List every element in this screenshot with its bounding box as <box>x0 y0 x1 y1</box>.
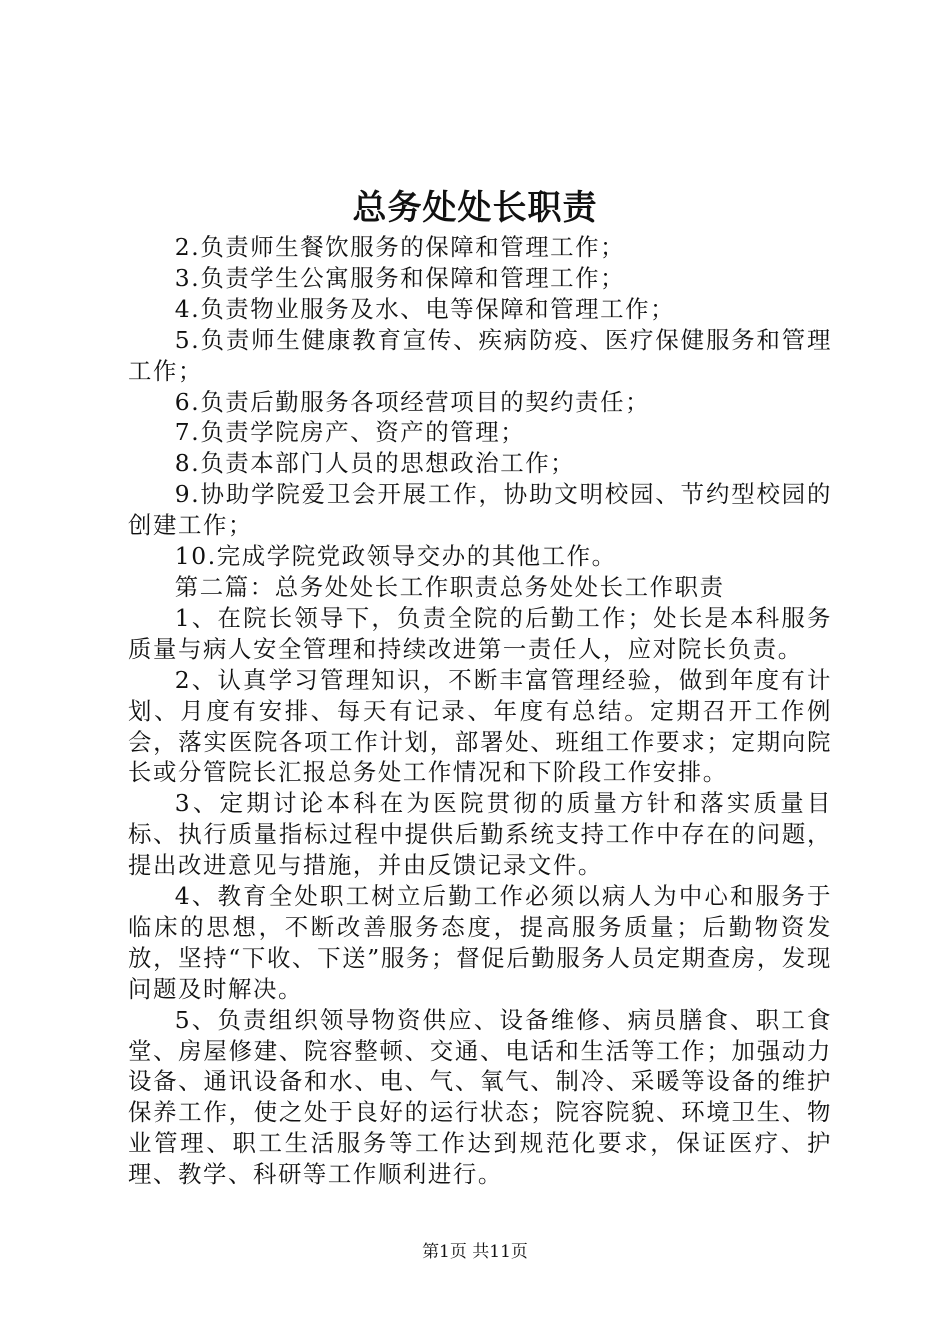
paragraph: 8.负责本部门人员的思想政治工作； <box>174 449 576 478</box>
paragraph: 10.完成学院党政领导交办的其他工作。 <box>174 542 617 571</box>
paragraph: 3、定期讨论本科在为医院贯彻的质量方针和落实质量目标、执行质量指标过程中提供后勤系统支持工作中存在的问题，提出改进意见与措施，并由反馈记录文件。 <box>128 789 832 880</box>
section-heading: 第二篇：总务处处长工作职责总务处处长工作职责 <box>174 572 725 601</box>
paragraph: 1、在院长领导下，负责全院的后勤工作；处长是本科服务质量与病人安全管理和持续改进第一责任人，应对院长负责。 <box>128 603 832 663</box>
page-number-footer: 第1页 共11页 <box>422 1242 528 1262</box>
paragraph: 5.负责师生健康教育宣传、疾病防疫、医疗保健服务和管理工作； <box>128 325 832 385</box>
paragraph: 4.负责物业服务及水、电等保障和管理工作； <box>174 294 676 323</box>
paragraph: 2、认真学习管理知识，不断丰富管理经验，做到年度有计划、月度有安排、每天有记录、年度有总结。定期召开工作例会，落实医院各项工作计划，部署处、班组工作要求；定期向院长或分管院长汇报总务处工作情况和下阶段工作安排。 <box>128 665 832 787</box>
paragraph: 4、教育全处职工树立后勤工作必须以病人为中心和服务于临床的思想，不断改善服务态度，提高服务质量；后勤物资发放，坚持“下收、下送”服务；督促后勤服务人员定期查房，发现问题及时解决。 <box>128 882 832 1003</box>
paragraph: 9.协助学院爱卫会开展工作，协助文明校园、节约型校园的创建工作； <box>128 480 832 540</box>
document-body <box>128 232 832 1190</box>
paragraph: 7.负责学院房产、资产的管理； <box>174 418 526 447</box>
paragraph: 5、负责组织领导物资供应、设备维修、病员膳食、职工食堂、房屋修建、院容整顿、交通、电话和生活等工作；加强动力设备、通讯设备和水、电、气、氧气、制冷、采暖等设备的维护保养工作，使之处于良好的运行状态；院容院貌、环境卫生、物业管理、职工生活服务等工作达到规范化要求，保证医疗、护理、教学、科研等工作顺利进行。 <box>128 1005 832 1189</box>
paragraph: 2.负责师生餐饮服务的保障和管理工作； <box>174 233 626 261</box>
paragraph: 3.负责学生公寓服务和保障和管理工作； <box>174 263 626 292</box>
paragraph: 6.负责后勤服务各项经营项目的契约责任； <box>174 387 651 416</box>
document-title: 总务处处长职责 <box>352 188 598 228</box>
